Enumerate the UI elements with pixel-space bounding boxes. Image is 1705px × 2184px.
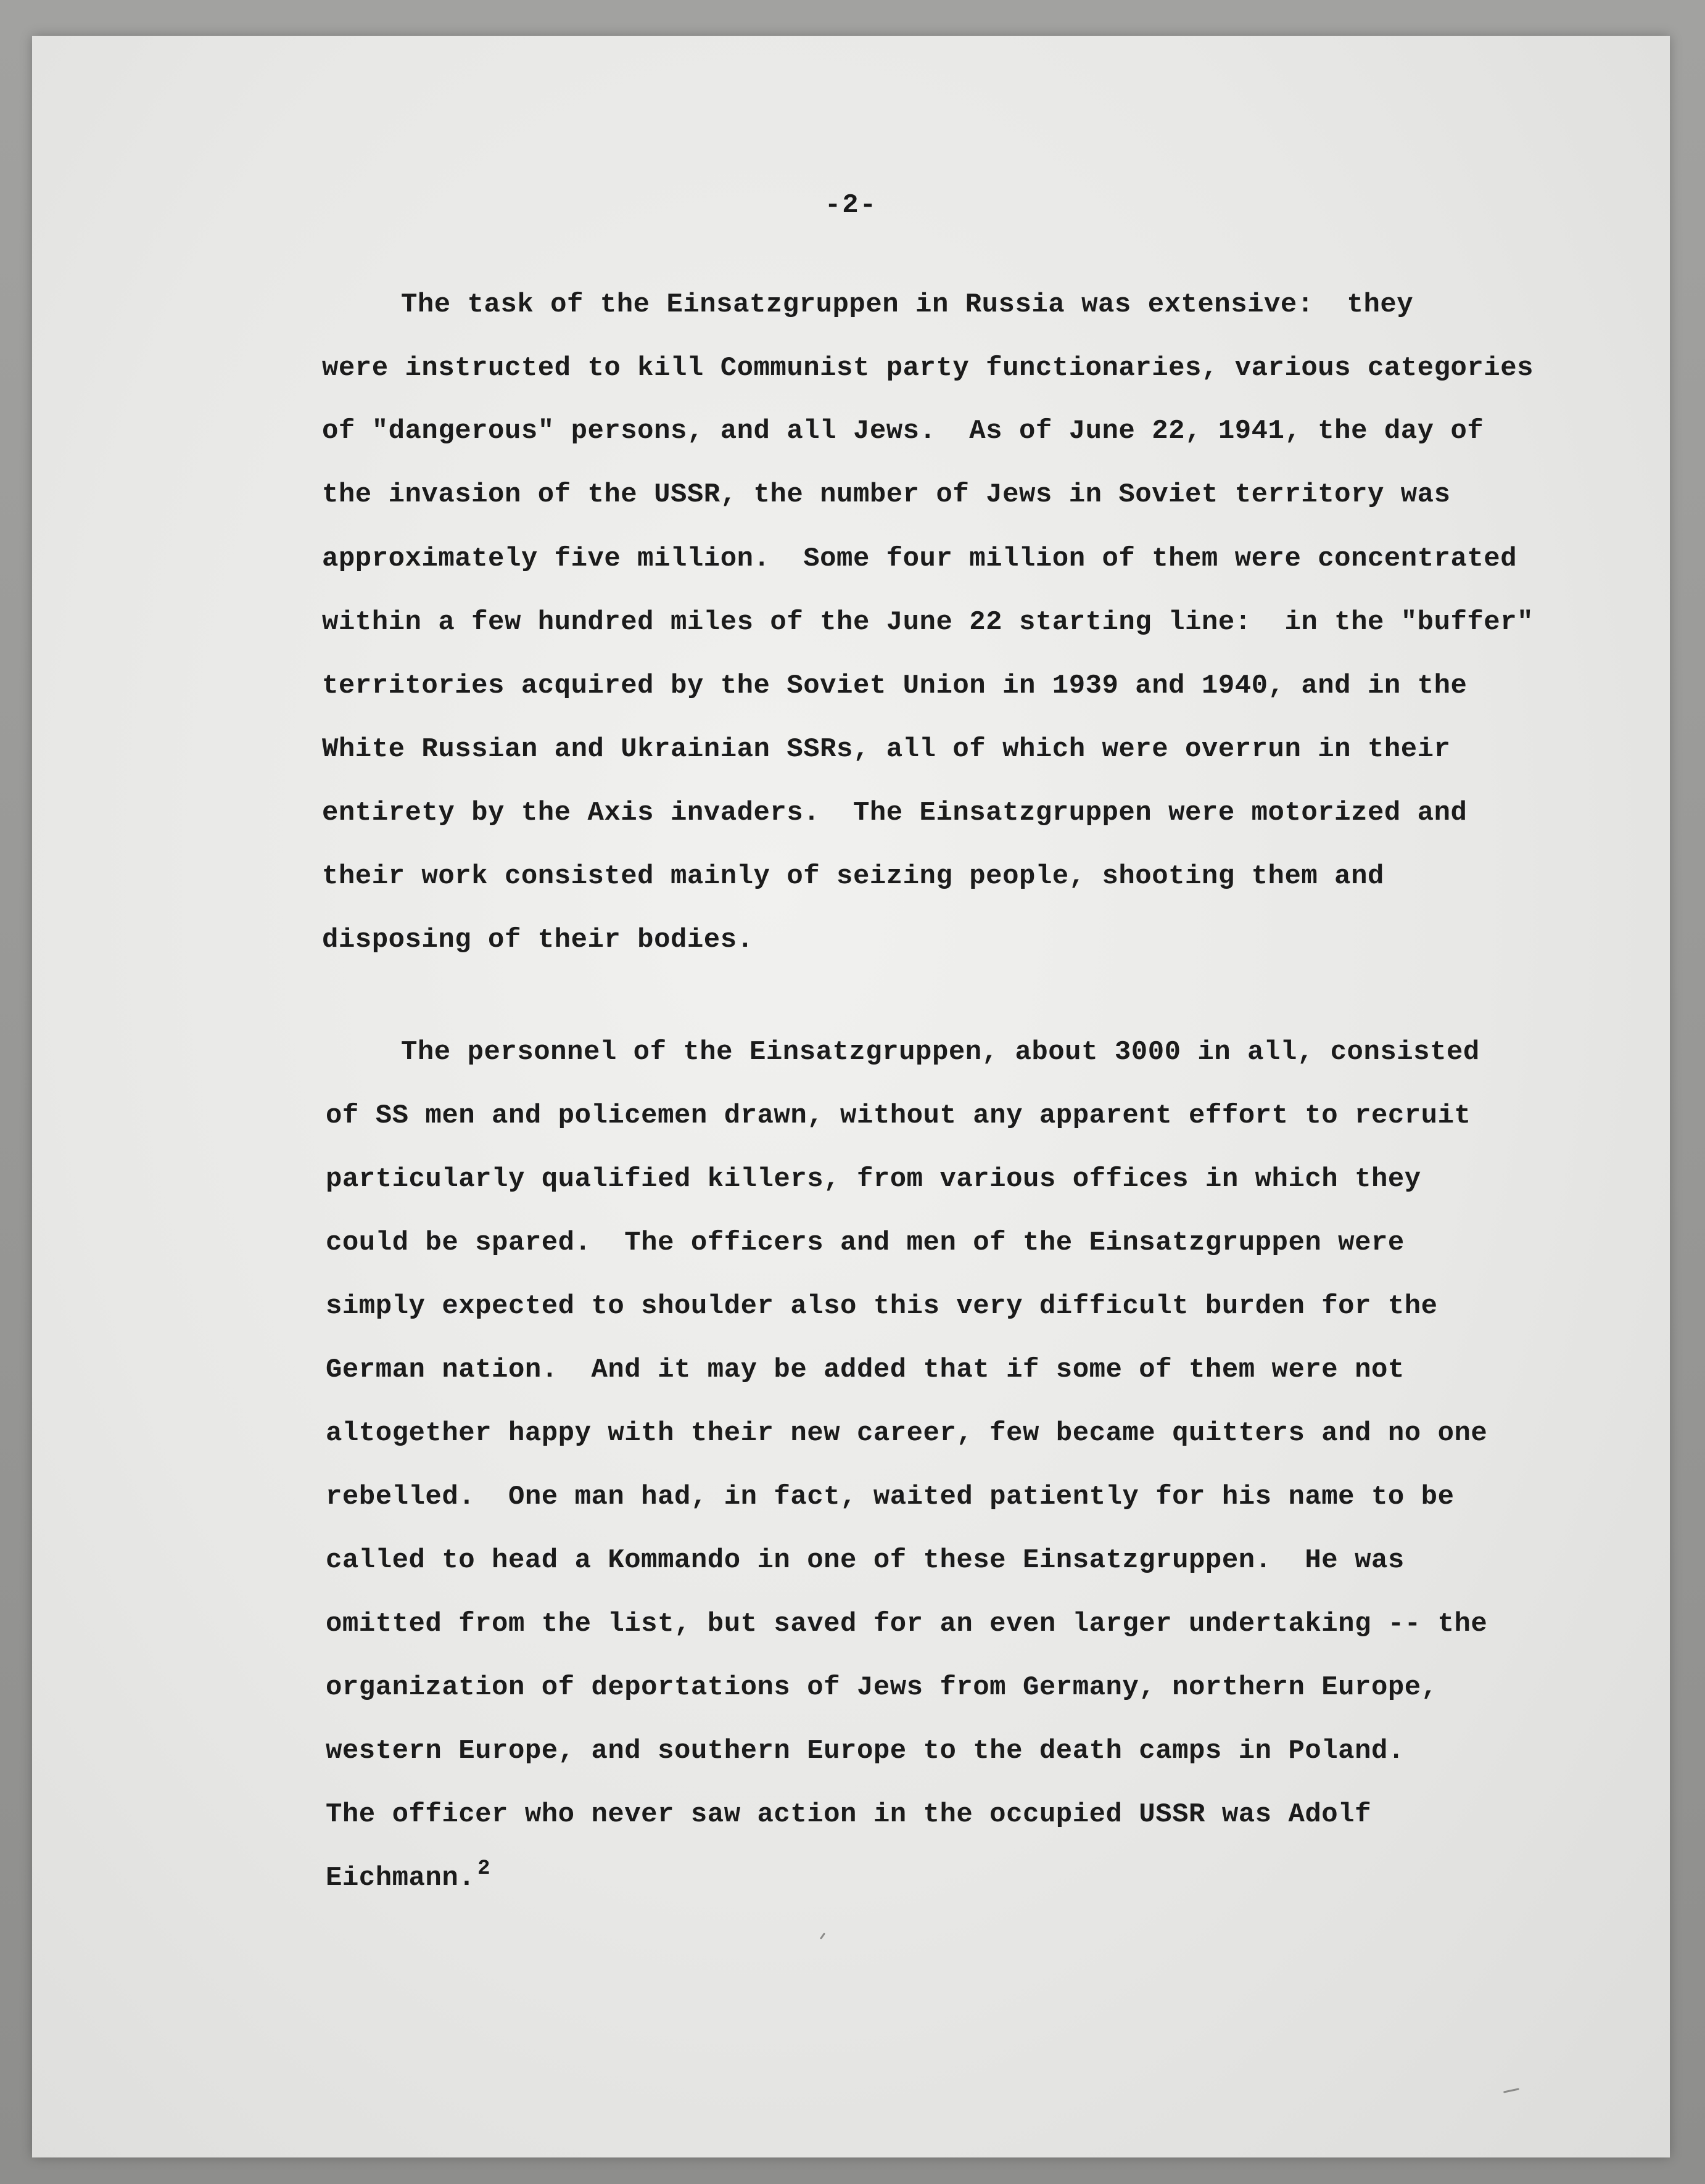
paragraph-1-line: of "dangerous" persons, and all Jews. As of June 22, 1941, the day of bbox=[322, 416, 1484, 447]
paragraph-2-line: omitted from the list, but saved for an even larger undertaking -- the bbox=[326, 1609, 1488, 1639]
paragraph-1-line: within a few hundred miles of the June 22 starting line: in the "buffer" bbox=[322, 607, 1534, 638]
paragraph-2-last-line bbox=[326, 1857, 491, 1896]
paragraph-1-line: disposing of their bodies. bbox=[322, 925, 754, 955]
paragraph-1-line: approximately five million. Some four million of them were concentrated bbox=[322, 543, 1517, 574]
paper-mark bbox=[820, 1932, 825, 1940]
paragraph-1-line: their work consisted mainly of seizing people, shooting them and bbox=[322, 861, 1384, 892]
paragraph-2-line: of SS men and policemen drawn, without any apparent effort to recruit bbox=[326, 1100, 1471, 1131]
paragraph-2-line: rebelled. One man had, in fact, waited patiently for his name to be bbox=[326, 1481, 1455, 1512]
paragraph-2-line: The officer who never saw action in the occupied USSR was Adolf bbox=[326, 1799, 1371, 1830]
paper-mark bbox=[1503, 2088, 1519, 2093]
paragraph-2-line: could be spared. The officers and men of the Einsatzgruppen were bbox=[326, 1227, 1405, 1258]
paragraph-2-line: organization of deportations of Jews from Germany, northern Europe, bbox=[326, 1672, 1438, 1703]
typewritten-page bbox=[32, 36, 1670, 2157]
paragraph-2-line: western Europe, and southern Europe to the death camps in Poland. bbox=[326, 1736, 1405, 1766]
paragraph-1-line: territories acquired by the Soviet Union in 1939 and 1940, and in the bbox=[322, 670, 1468, 701]
page-number: -2- bbox=[824, 190, 878, 221]
paragraph-2-line: The personnel of the Einsatzgruppen, about 3000 in all, consisted bbox=[401, 1037, 1480, 1068]
paragraph-1-line: The task of the Einsatzgruppen in Russia was extensive: they bbox=[401, 289, 1414, 320]
paragraph-1-line: were instructed to kill Communist party functionaries, various categories bbox=[322, 353, 1534, 384]
paragraph-2-line: called to head a Kommando in one of these Einsatzgruppen. He was bbox=[326, 1545, 1405, 1576]
paragraph-2-line: particularly qualified killers, from various offices in which they bbox=[326, 1164, 1421, 1195]
paragraph-1-line: entirety by the Axis invaders. The Einsatzgruppen were motorized and bbox=[322, 797, 1468, 828]
paragraph-1-line: White Russian and Ukrainian SSRs, all of which were overrun in their bbox=[322, 734, 1451, 765]
paragraph-2-line: German nation. And it may be added that if some of them were not bbox=[326, 1354, 1405, 1385]
paragraph-2-line: simply expected to shoulder also this very difficult burden for the bbox=[326, 1291, 1438, 1322]
paragraph-2-line: altogether happy with their new career, few became quitters and no one bbox=[326, 1418, 1488, 1449]
last-word: Eichmann. bbox=[326, 1863, 476, 1893]
paragraph-1-line: the invasion of the USSR, the number of Jews in Soviet territory was bbox=[322, 479, 1451, 510]
footnote-reference: 2 bbox=[477, 1857, 491, 1881]
